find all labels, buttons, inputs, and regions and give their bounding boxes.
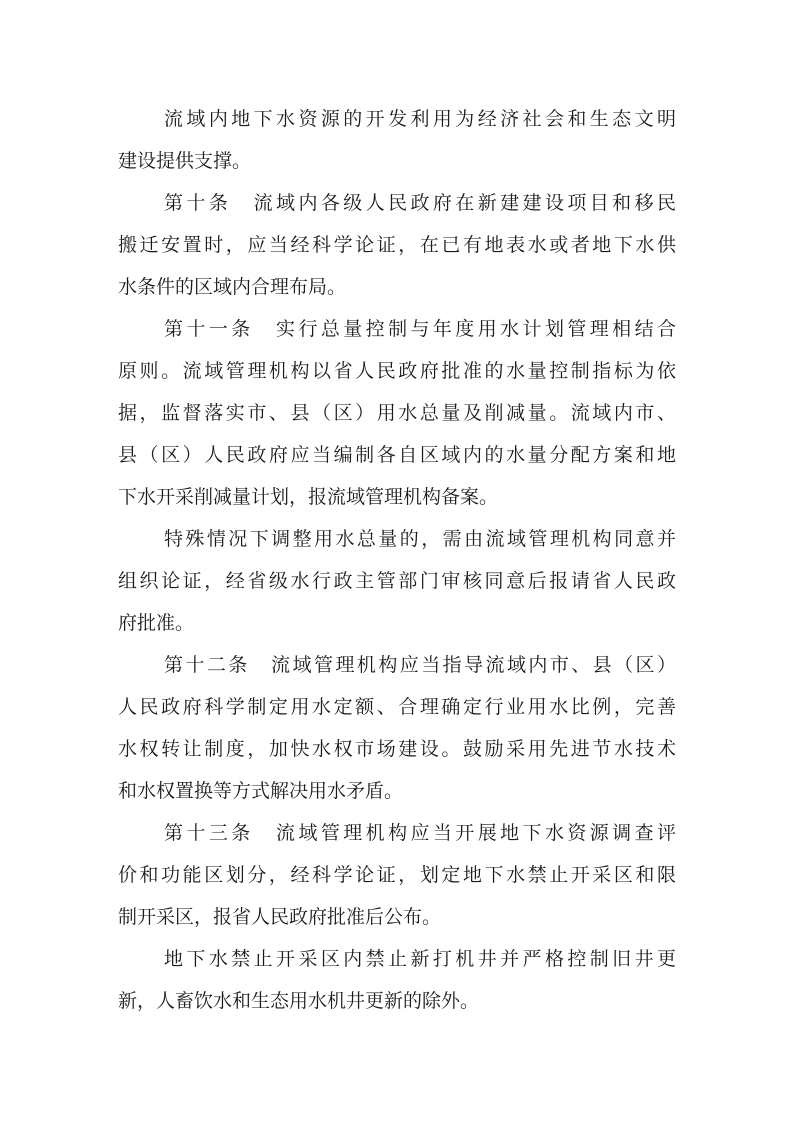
paragraph-line: 水权转让制度，加快水权市场建设。鼓励采用先进节水技术 (118, 738, 676, 760)
paragraph-line: 价和功能区划分，经科学论证，划定地下水禁止开采区和限 (118, 864, 676, 886)
paragraph-line: 地下水禁止开采区内禁止新打机井并严格控制旧井更 (164, 948, 676, 970)
paragraph-line: 流域内地下水资源的开发利用为经济社会和生态文明 (164, 108, 676, 130)
paragraph-line: 下水开采削减量计划，报流域管理机构备案。 (118, 486, 499, 508)
article-13-line: 第十三条 流域管理机构应当开展地下水资源调查评 (164, 822, 676, 844)
paragraph-line: 制开采区，报省人民政府批准后公布。 (118, 906, 442, 928)
article-10-line: 第十条 流域内各级人民政府在新建建设项目和移民 (164, 192, 676, 214)
paragraph-line: 和水权置换等方式解决用水矛盾。 (118, 780, 404, 802)
article-11-line: 第十一条 实行总量控制与年度用水计划管理相结合 (164, 318, 676, 340)
paragraph-line: 新，人畜饮水和生态用水机井更新的除外。 (118, 990, 480, 1012)
paragraph-line: 水条件的区域内合理布局。 (118, 276, 347, 298)
paragraph-line: 据，监督落实市、县（区）用水总量及削减量。流域内市、 (118, 402, 676, 424)
paragraph-line: 特殊情况下调整用水总量的，需由流域管理机构同意并 (164, 528, 676, 550)
article-12-line: 第十二条 流域管理机构应当指导流域内市、县（区） (164, 654, 676, 676)
paragraph-line: 建设提供支撑。 (118, 150, 252, 172)
paragraph-line: 搬迁安置时，应当经科学论证，在已有地表水或者地下水供 (118, 234, 676, 256)
paragraph-line: 府批准。 (118, 612, 195, 634)
paragraph-line: 人民政府科学制定用水定额、合理确定行业用水比例，完善 (118, 696, 676, 718)
paragraph-line: 县（区）人民政府应当编制各自区域内的水量分配方案和地 (118, 444, 676, 466)
paragraph-line: 组织论证，经省级水行政主管部门审核同意后报请省人民政 (118, 570, 676, 592)
paragraph-line: 原则。流域管理机构以省人民政府批准的水量控制指标为依 (118, 360, 676, 382)
